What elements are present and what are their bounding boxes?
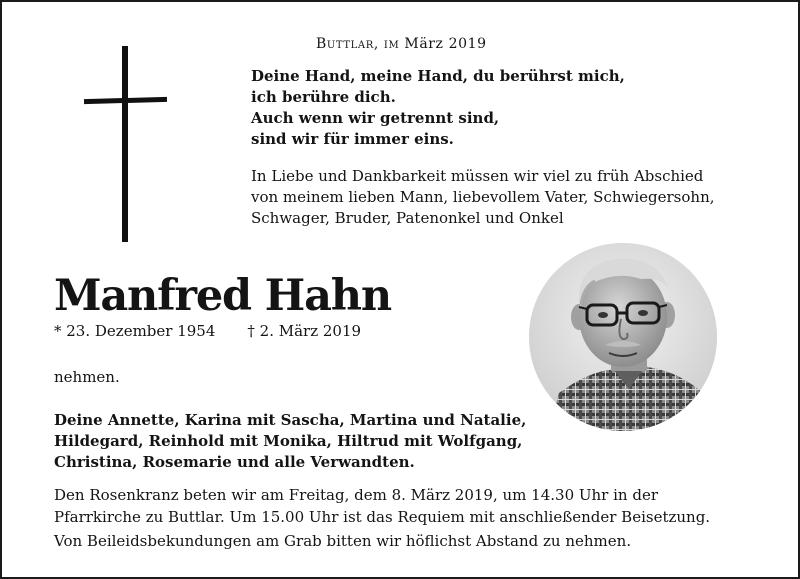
deceased-name: Manfred Hahn bbox=[54, 271, 391, 321]
portrait-photo bbox=[529, 243, 717, 431]
intro-line: In Liebe und Dankbarkeit müssen wir viel zu früh Abschied bbox=[251, 167, 704, 185]
place-date-smallcaps: Buttlar, im bbox=[316, 36, 400, 52]
poem-line: Deine Hand, meine Hand, du berührst mich, bbox=[251, 67, 625, 85]
poem-line: ich berühre dich. bbox=[251, 88, 396, 106]
birth-date: * 23. Dezember 1954 bbox=[54, 322, 216, 340]
rosary-line: Pfarrkirche zu Buttlar. Um 15.00 Uhr ist das Requiem mit anschließender Beisetzung. bbox=[54, 508, 711, 526]
poem-line: sind wir für immer eins. bbox=[251, 130, 454, 148]
poem bbox=[251, 66, 625, 150]
death-date: † 2. März 2019 bbox=[247, 322, 362, 340]
intro-line: von meinem lieben Mann, liebevollem Vater, Schwiegersohn, bbox=[251, 188, 715, 206]
intro-text bbox=[251, 166, 715, 229]
family-line: Hildegard, Reinhold mit Monika, Hiltrud mit Wolfgang, bbox=[54, 432, 523, 450]
place-date-rest: März 2019 bbox=[399, 36, 487, 52]
portrait-image bbox=[529, 243, 717, 431]
family-list bbox=[54, 410, 526, 473]
condolence-notice: Von Beileidsbekundungen am Grab bitten wir höflichst Abstand zu nehmen. bbox=[54, 532, 632, 550]
rosary-info bbox=[54, 484, 710, 528]
intro-line: Schwager, Bruder, Patenonkel und Onkel bbox=[251, 209, 564, 227]
place-date bbox=[316, 36, 487, 52]
family-line: Christina, Rosemarie und alle Verwandten. bbox=[54, 453, 415, 471]
cross-vertical-bar bbox=[122, 46, 128, 242]
poem-line: Auch wenn wir getrennt sind, bbox=[251, 109, 500, 127]
cross-horizontal-bar bbox=[84, 97, 167, 104]
rosary-line: Den Rosenkranz beten wir am Freitag, dem 8. März 2019, um 14.30 Uhr in der bbox=[54, 486, 658, 504]
family-line: Deine Annette, Karina mit Sascha, Martina und Natalie, bbox=[54, 411, 527, 429]
continuation-text: nehmen. bbox=[54, 368, 120, 386]
life-dates bbox=[54, 322, 361, 340]
